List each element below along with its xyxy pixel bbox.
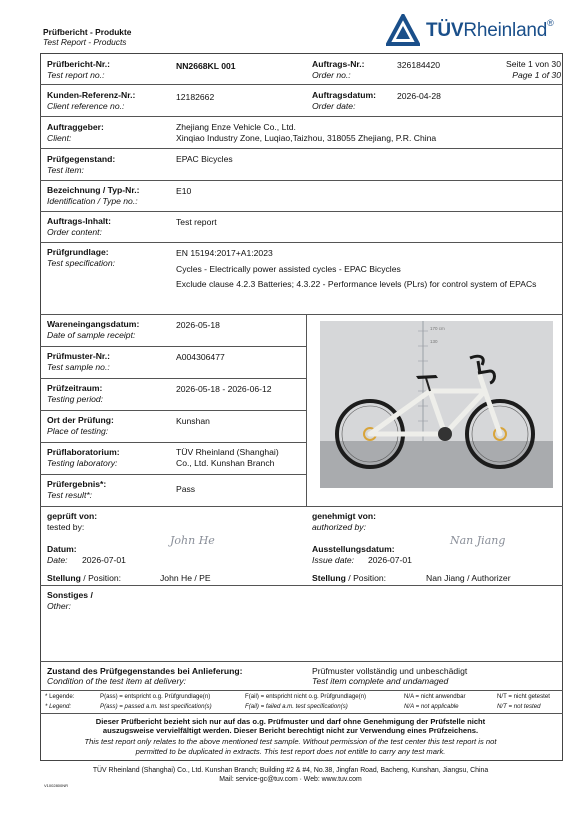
test-item-value: EPAC Bicycles (176, 154, 233, 164)
order-date-label: Auftragsdatum: (312, 90, 376, 100)
client-name: Zhejiang Enze Vehicle Co., Ltd. (176, 122, 296, 132)
test-spec-exclusion: Exclude clause 4.2.3 Batteries; 4.3.22 - Performance levels (PLrs) for control system of EPACs (176, 279, 537, 289)
other-label-en: Other: (47, 601, 71, 611)
authorizer-signature: Nan Jiang (450, 534, 506, 547)
legend-fail-de: F(ail) = entspricht nicht o.g. Prüfgrundlage(n) (245, 693, 367, 700)
lab-branch: Co., Ltd. Kunshan Branch (176, 458, 275, 468)
ruler-label-130: 130 (430, 339, 438, 344)
receipt-value: 2026-05-18 (176, 320, 220, 330)
legend-pass-de: P(ass) = entspricht o.g. Prüfgrundlage(n) (100, 693, 211, 700)
legend-title-de: * Legende: (45, 693, 75, 700)
authorized-by-label: genehmigt von: (312, 511, 376, 521)
column-divider (306, 314, 307, 506)
lab-label: Prüflaboratorium: (47, 447, 120, 457)
footer-address: TÜV Rheinland (Shanghai) Co., Ltd. Kunshan Branch; Building #2 & #4, No.38, Jingfan Road, Bacheng, Kunshan, Jiangsu, China (92, 767, 489, 774)
client-ref-label-en: Client reference no.: (47, 101, 125, 111)
legend-fail-en: F(ail) = failed a.m. test specification(s) (245, 703, 348, 710)
order-no-label-en: Order no.: (312, 70, 351, 80)
lab-label-en: Testing laboratory: (47, 458, 118, 468)
sample-photo (320, 321, 553, 488)
divider (40, 84, 563, 85)
test-spec-title: Cycles - Electrically power assisted cycles - EPAC Bicycles (176, 264, 401, 274)
report-header-title (43, 27, 131, 47)
tester-position-label: Stellung / Position: (47, 573, 122, 583)
result-label-en: Test result*: (47, 490, 93, 500)
authorized-by-label-en: authorized by: (312, 522, 366, 532)
footer-contact: Mail: service-gc@tuv.com · Web: www.tuv.com (219, 776, 362, 783)
order-content-label: Auftrags-Inhalt: (47, 216, 111, 226)
issue-date-label-en: Issue date: (312, 555, 355, 565)
condition-label: Zustand des Prüfgegenstandes bei Anlieferung: (47, 666, 243, 676)
client-ref-value: 12182662 (176, 92, 215, 102)
lab-name: TÜV Rheinland (Shanghai) (176, 447, 279, 457)
divider (40, 690, 563, 691)
receipt-label-en: Date of sample receipt: (47, 330, 136, 340)
ruler-label-170: 170 cm (430, 326, 445, 331)
divider (40, 661, 563, 662)
issue-date-label: Ausstellungsdatum: (312, 544, 395, 554)
divider (40, 180, 563, 181)
divider (40, 585, 563, 586)
divider (40, 378, 306, 379)
legend-na-de: N/A = nicht anwendbar (404, 693, 466, 700)
client-label-en: Client: (47, 133, 72, 143)
date-value: 2026-07-01 (82, 555, 126, 565)
issue-date-value: 2026-07-01 (368, 555, 412, 565)
client-label: Auftraggeber: (47, 122, 104, 132)
client-ref-label: Kunden-Referenz-Nr.: (47, 90, 136, 100)
divider (40, 442, 306, 443)
result-label: Prüfergebnis*: (47, 479, 107, 489)
divider (40, 116, 563, 117)
divider (40, 346, 306, 347)
order-content-label-en: Order content: (47, 227, 102, 237)
test-spec-label-en: Test specification: (47, 258, 115, 268)
tester-position-value: John He / PE (160, 573, 211, 583)
legend-nt-en: N/T = not tested (497, 703, 541, 710)
divider (40, 211, 563, 212)
place-label-en: Place of testing: (47, 426, 109, 436)
place-value: Kunshan (176, 416, 210, 426)
bicycle-photo-image (320, 321, 553, 488)
order-content-value: Test report (176, 217, 217, 227)
disclaimer-en-1: This test report only relates to the above mentioned test sample. Without permission of the test center this test report is not (84, 737, 497, 746)
test-item-label-en: Test item: (47, 165, 84, 175)
divider (40, 506, 563, 507)
test-spec-standard: EN 15194:2017+A1:2023 (176, 248, 273, 258)
receipt-label: Wareneingangsdatum: (47, 319, 140, 329)
divider (40, 314, 563, 315)
report-no-value: NN2668KL 001 (176, 61, 236, 71)
legend-nt-de: N/T = nicht getestet (497, 693, 550, 700)
other-label: Sonstiges / (47, 590, 93, 600)
order-date-value: 2026-04-28 (397, 91, 441, 101)
place-label: Ort der Prüfung: (47, 415, 114, 425)
logo-wordmark: TÜVRheinland® (426, 18, 554, 41)
authorizer-position-value: Nan Jiang / Authorizer (426, 573, 511, 583)
order-no-label: Auftrags-Nr.: (312, 59, 365, 69)
page-number-en: Page 1 of 30 (512, 70, 561, 80)
identification-label: Bezeichnung / Typ-Nr.: (47, 185, 140, 195)
page-number: Seite 1 von 30 (506, 59, 561, 69)
divider (40, 474, 306, 475)
condition-value: Prüfmuster vollständig und unbeschädigt (312, 666, 468, 676)
triangle-logo-icon (386, 14, 420, 46)
legend-title-en: * Legend: (45, 703, 72, 710)
date-label-en: Date: (47, 555, 68, 565)
disclaimer-en-2: permitted to be duplicated in extracts. This test report does not entitle to carry any test mark. (135, 747, 446, 756)
report-no-label-en: Test report no.: (47, 70, 105, 80)
date-label: Datum: (47, 544, 77, 554)
client-address: Xinqiao Industry Zone, Luqiao,Taizhou, 318055 Zhejiang, P.R. China (176, 133, 437, 143)
header-title-de: Prüfbericht - Produkte (43, 27, 132, 37)
authorizer-position-label: Stellung / Position: (312, 573, 387, 583)
legend-pass-en: P(ass) = passed a.m. test specification(s) (100, 703, 212, 710)
legend-na-en: N/A = not applicable (404, 703, 459, 710)
condition-value-en: Test item complete and undamaged (312, 676, 449, 686)
test-item-label: Prüfgegenstand: (47, 154, 116, 164)
tuv-rheinland-logo (386, 14, 556, 44)
order-no-value: 326184420 (397, 60, 441, 70)
footer-code: V1002800NR (44, 783, 69, 788)
test-period-label: Prüfzeitraum: (47, 383, 103, 393)
order-date-label-en: Order date: (312, 101, 356, 111)
sample-no-label: Prüfmuster-Nr.: (47, 351, 111, 361)
divider (40, 242, 563, 243)
header-title-en: Test Report - Products (43, 37, 127, 47)
test-period-value: 2026-05-18 - 2026-06-12 (176, 384, 272, 394)
identification-label-en: Identification / Type no.: (47, 196, 138, 206)
divider (40, 148, 563, 149)
tested-by-label-en: tested by: (47, 522, 85, 532)
disclaimer-de-1: Dieser Prüfbericht bezieht sich nur auf das o.g. Prüfmuster und darf ohne Genehmigung der Prüfstelle nicht (95, 717, 486, 726)
test-spec-label: Prüfgrundlage: (47, 247, 109, 257)
divider (40, 410, 306, 411)
divider (40, 713, 563, 714)
disclaimer-de-2: auszugsweise vervielfältigt werden. Dieser Bericht berechtigt nicht zur Verwendung eines Prüfzeichens. (102, 726, 479, 735)
tested-by-label: geprüft von: (47, 511, 98, 521)
tester-signature: John He (170, 534, 215, 547)
test-period-label-en: Testing period: (47, 394, 104, 404)
report-no-label: Prüfbericht-Nr.: (47, 59, 111, 69)
condition-label-en: Condition of the test item at delivery: (47, 676, 187, 686)
identification-value: E10 (176, 186, 192, 196)
sample-no-label-en: Test sample no.: (47, 362, 110, 372)
result-value: Pass (176, 484, 196, 494)
sample-no-value: A004306477 (176, 352, 225, 362)
